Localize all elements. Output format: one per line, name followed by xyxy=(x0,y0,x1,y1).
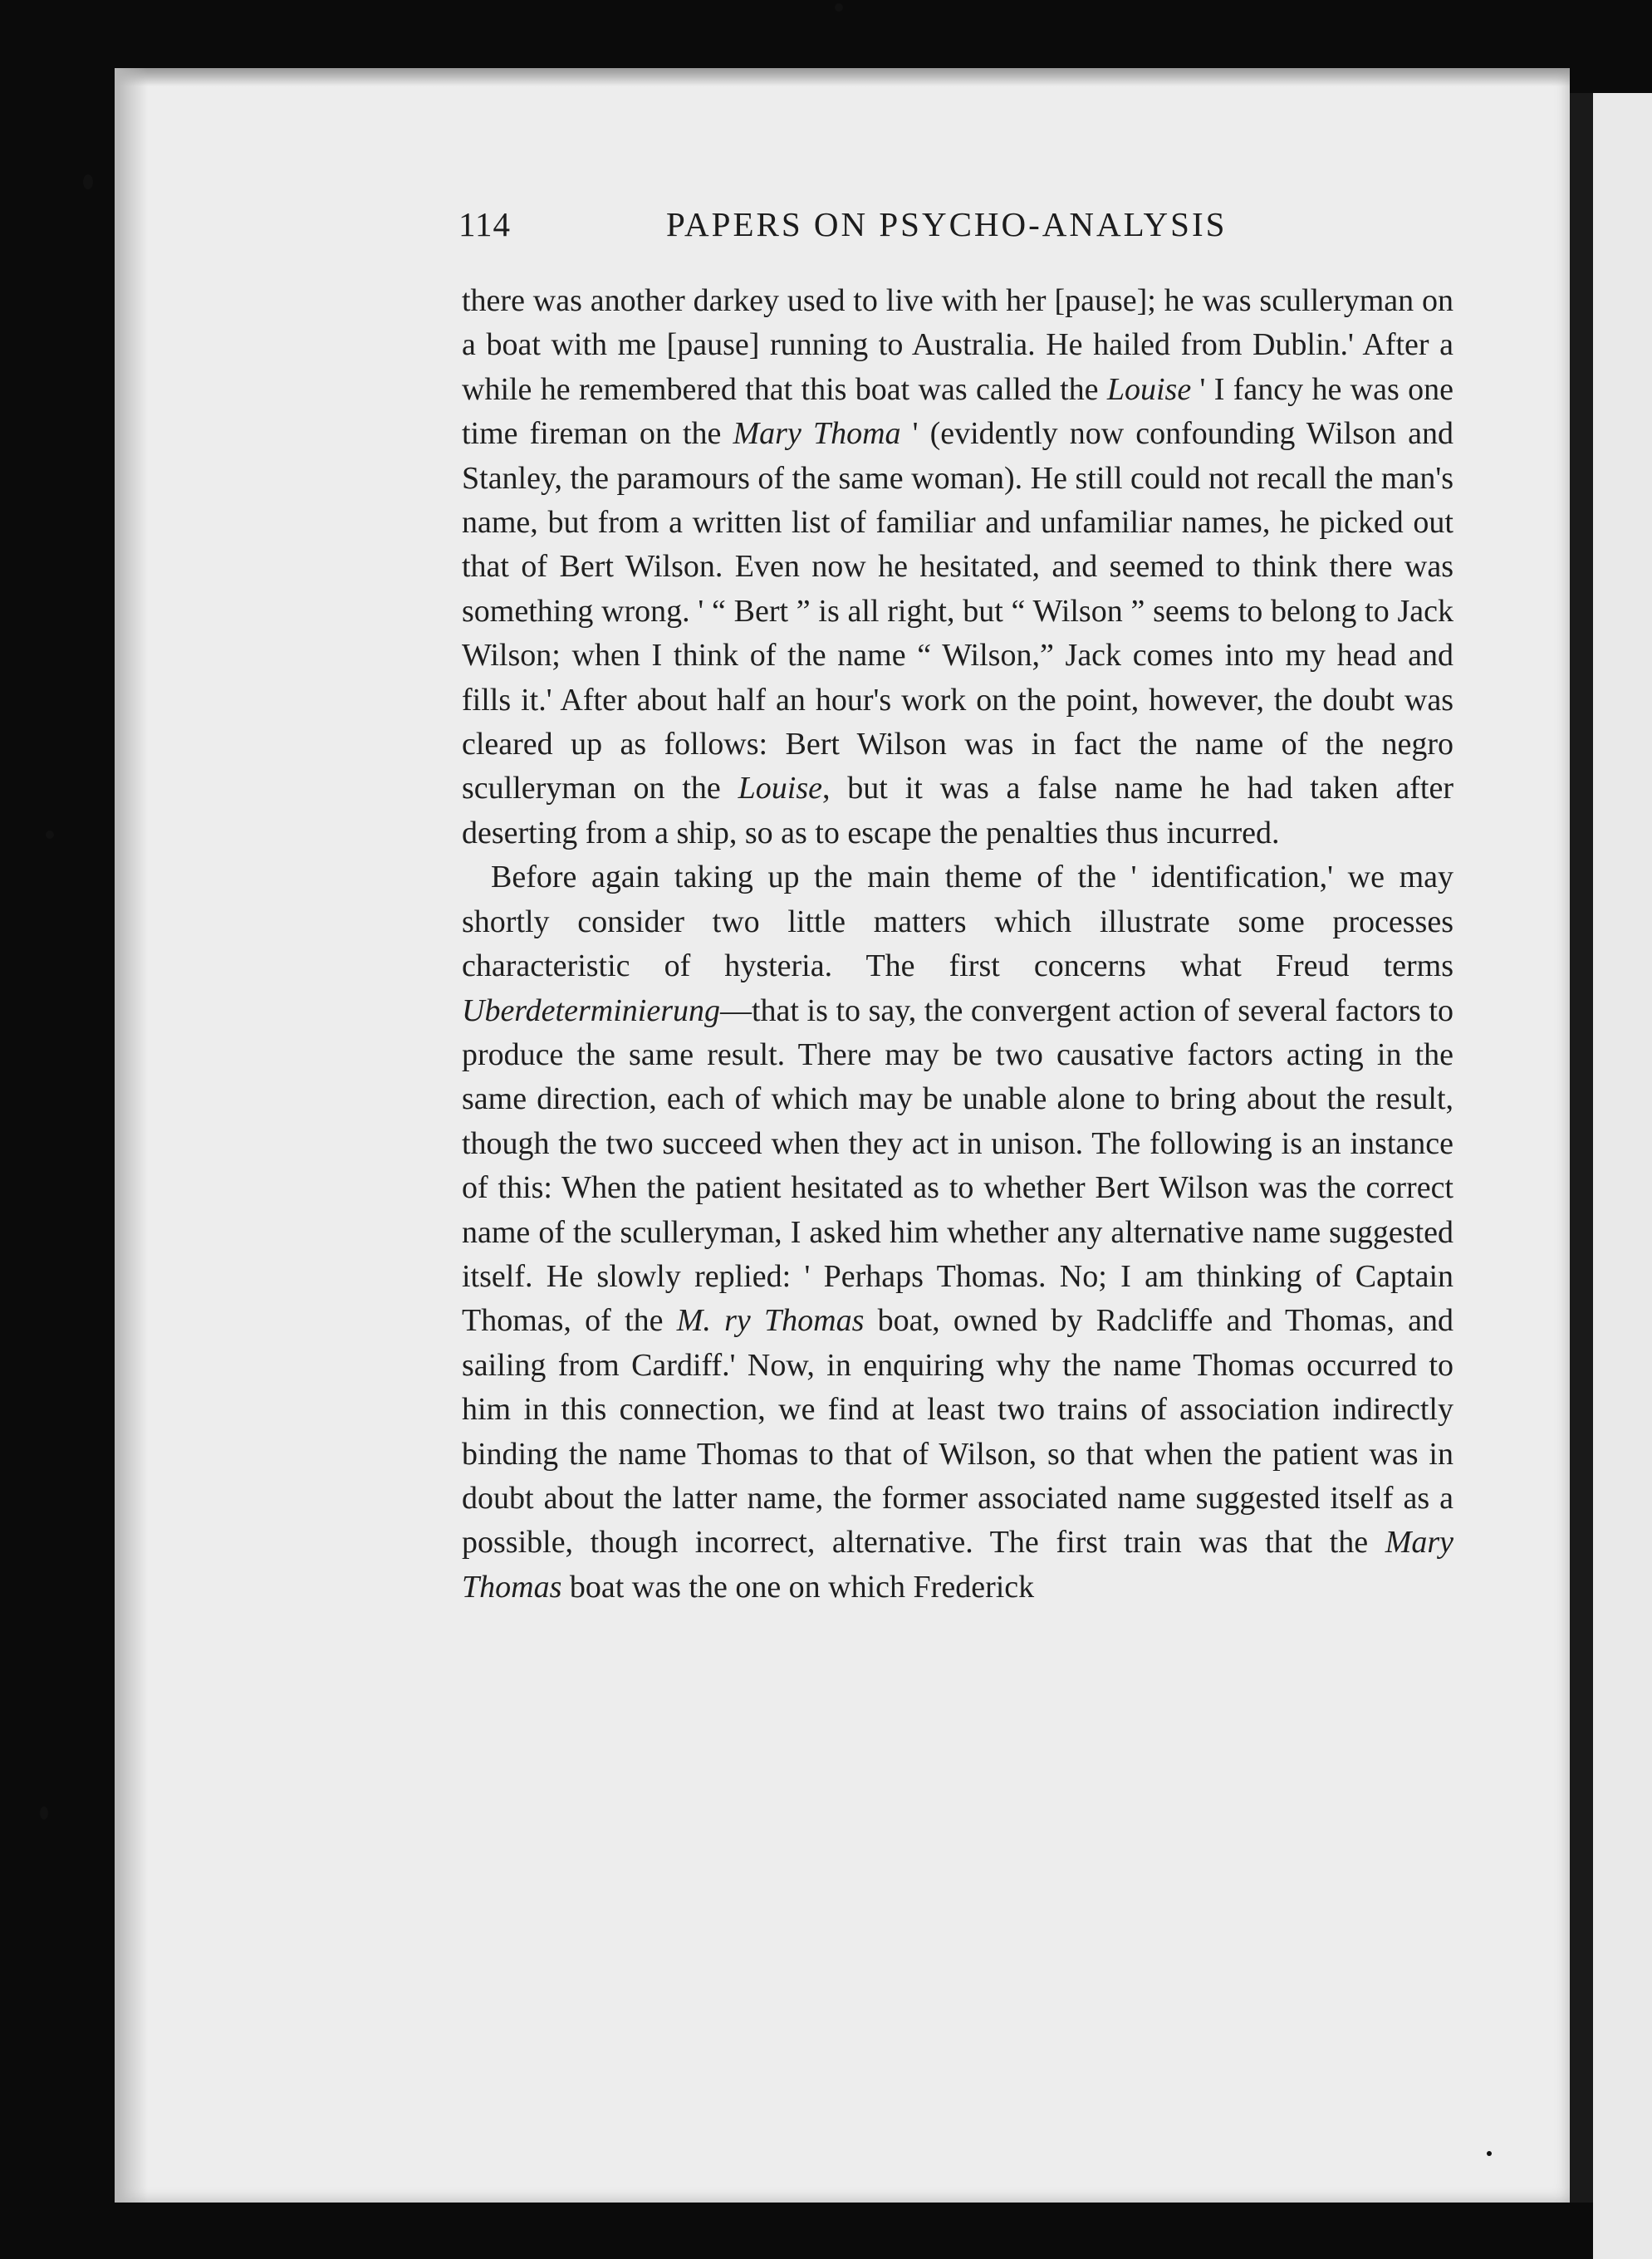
text-run: , but it was a false name he had taken after deserting from a ship, so as to escape the penalties thus incurred. xyxy=(462,771,1454,850)
italic-term: Louise xyxy=(1106,371,1192,407)
text-run: boat was the one on which Frederick xyxy=(561,1569,1035,1605)
text-run: Before again taking up the main theme of the ' identification,' we may shortly consider two little matters which illustrate some processes characteristic of hysteria. The first concerns what Freud terms xyxy=(462,860,1453,984)
scan-speck xyxy=(835,3,843,12)
page-gutter-shadow xyxy=(115,68,148,2203)
paragraph-1 xyxy=(462,279,1453,855)
page-top-shadow xyxy=(115,68,1570,86)
scan-speck xyxy=(40,1806,48,1820)
text-run: ' (evidently now confounding Wilson and Stanley, the paramours of the same woman). He still could not recall the man's name, but from a written list of familiar and unfamiliar names, he picked out that of Bert Wilson. Even now he hesitated, and seemed to think there was something wrong. ' “ Bert ” is all right, but “ Wilson ” seems to belong to Jack Wilson; when I think of the name “ Wilson,” Jack comes into my head and fills it.' After about half an hour's work on the point, however, the doubt was cleared up as follows: Bert Wilson was in fact the name of the negro sculleryman on the xyxy=(462,416,1453,806)
page-edge-dark xyxy=(1570,93,1593,2203)
italic-term: M. ry Thomas xyxy=(676,1303,865,1339)
page-number: 114 xyxy=(458,205,511,243)
paragraph-2 xyxy=(462,855,1453,1610)
body-text xyxy=(462,279,1453,1610)
scan-speck xyxy=(1487,2151,1492,2156)
italic-term: Mary Thomas xyxy=(462,1525,1453,1605)
text-run: ' I fancy he was one time fireman on the xyxy=(462,371,1453,452)
text-run: boat, owned by Radcliffe and Thomas, and sailing from Cardiff.' Now, in enquiring why the name Thomas occurred to him in this connection, we find at least two trains of association indirectly binding the name Thomas to that of Wilson, so that when the patient was in doubt about the latter name, the former associated name suggested itself as a possible, though incorrect, alternative. The first train was that the xyxy=(462,1303,1453,1561)
text-run: there was another darkey used to live with her [pause]; he was sculleryman on a boat with me [pause] running to Australia. He hailed from Dublin.' After a while he remembered that this boat was called the xyxy=(462,283,1453,407)
text-run: —that is to say, the convergent action of several factors to produce the same result. There may be two causative factors acting in the same direction, each of which may be unable alone to bring about the result, though the two succeed when they act in unison. The following is an instance of this: When the patient hesitated as to whether Bert Wilson was the correct name of the sculleryman, I asked him whether any alternative name suggested itself. He slowly replied: ' Perhaps Thomas. No; I am thinking of Captain Thomas, of the xyxy=(462,992,1453,1339)
italic-term: Mary Thoma xyxy=(733,416,901,452)
scan-speck xyxy=(46,831,54,839)
next-page-edge xyxy=(1593,93,1652,2259)
italic-term: Louise xyxy=(738,771,822,806)
running-header xyxy=(458,204,1299,254)
scan-speck xyxy=(83,174,93,189)
running-title: PAPERS ON PSYCHO-ANALYSIS xyxy=(666,205,1228,243)
italic-term: Uberdeterminierung xyxy=(462,992,720,1028)
